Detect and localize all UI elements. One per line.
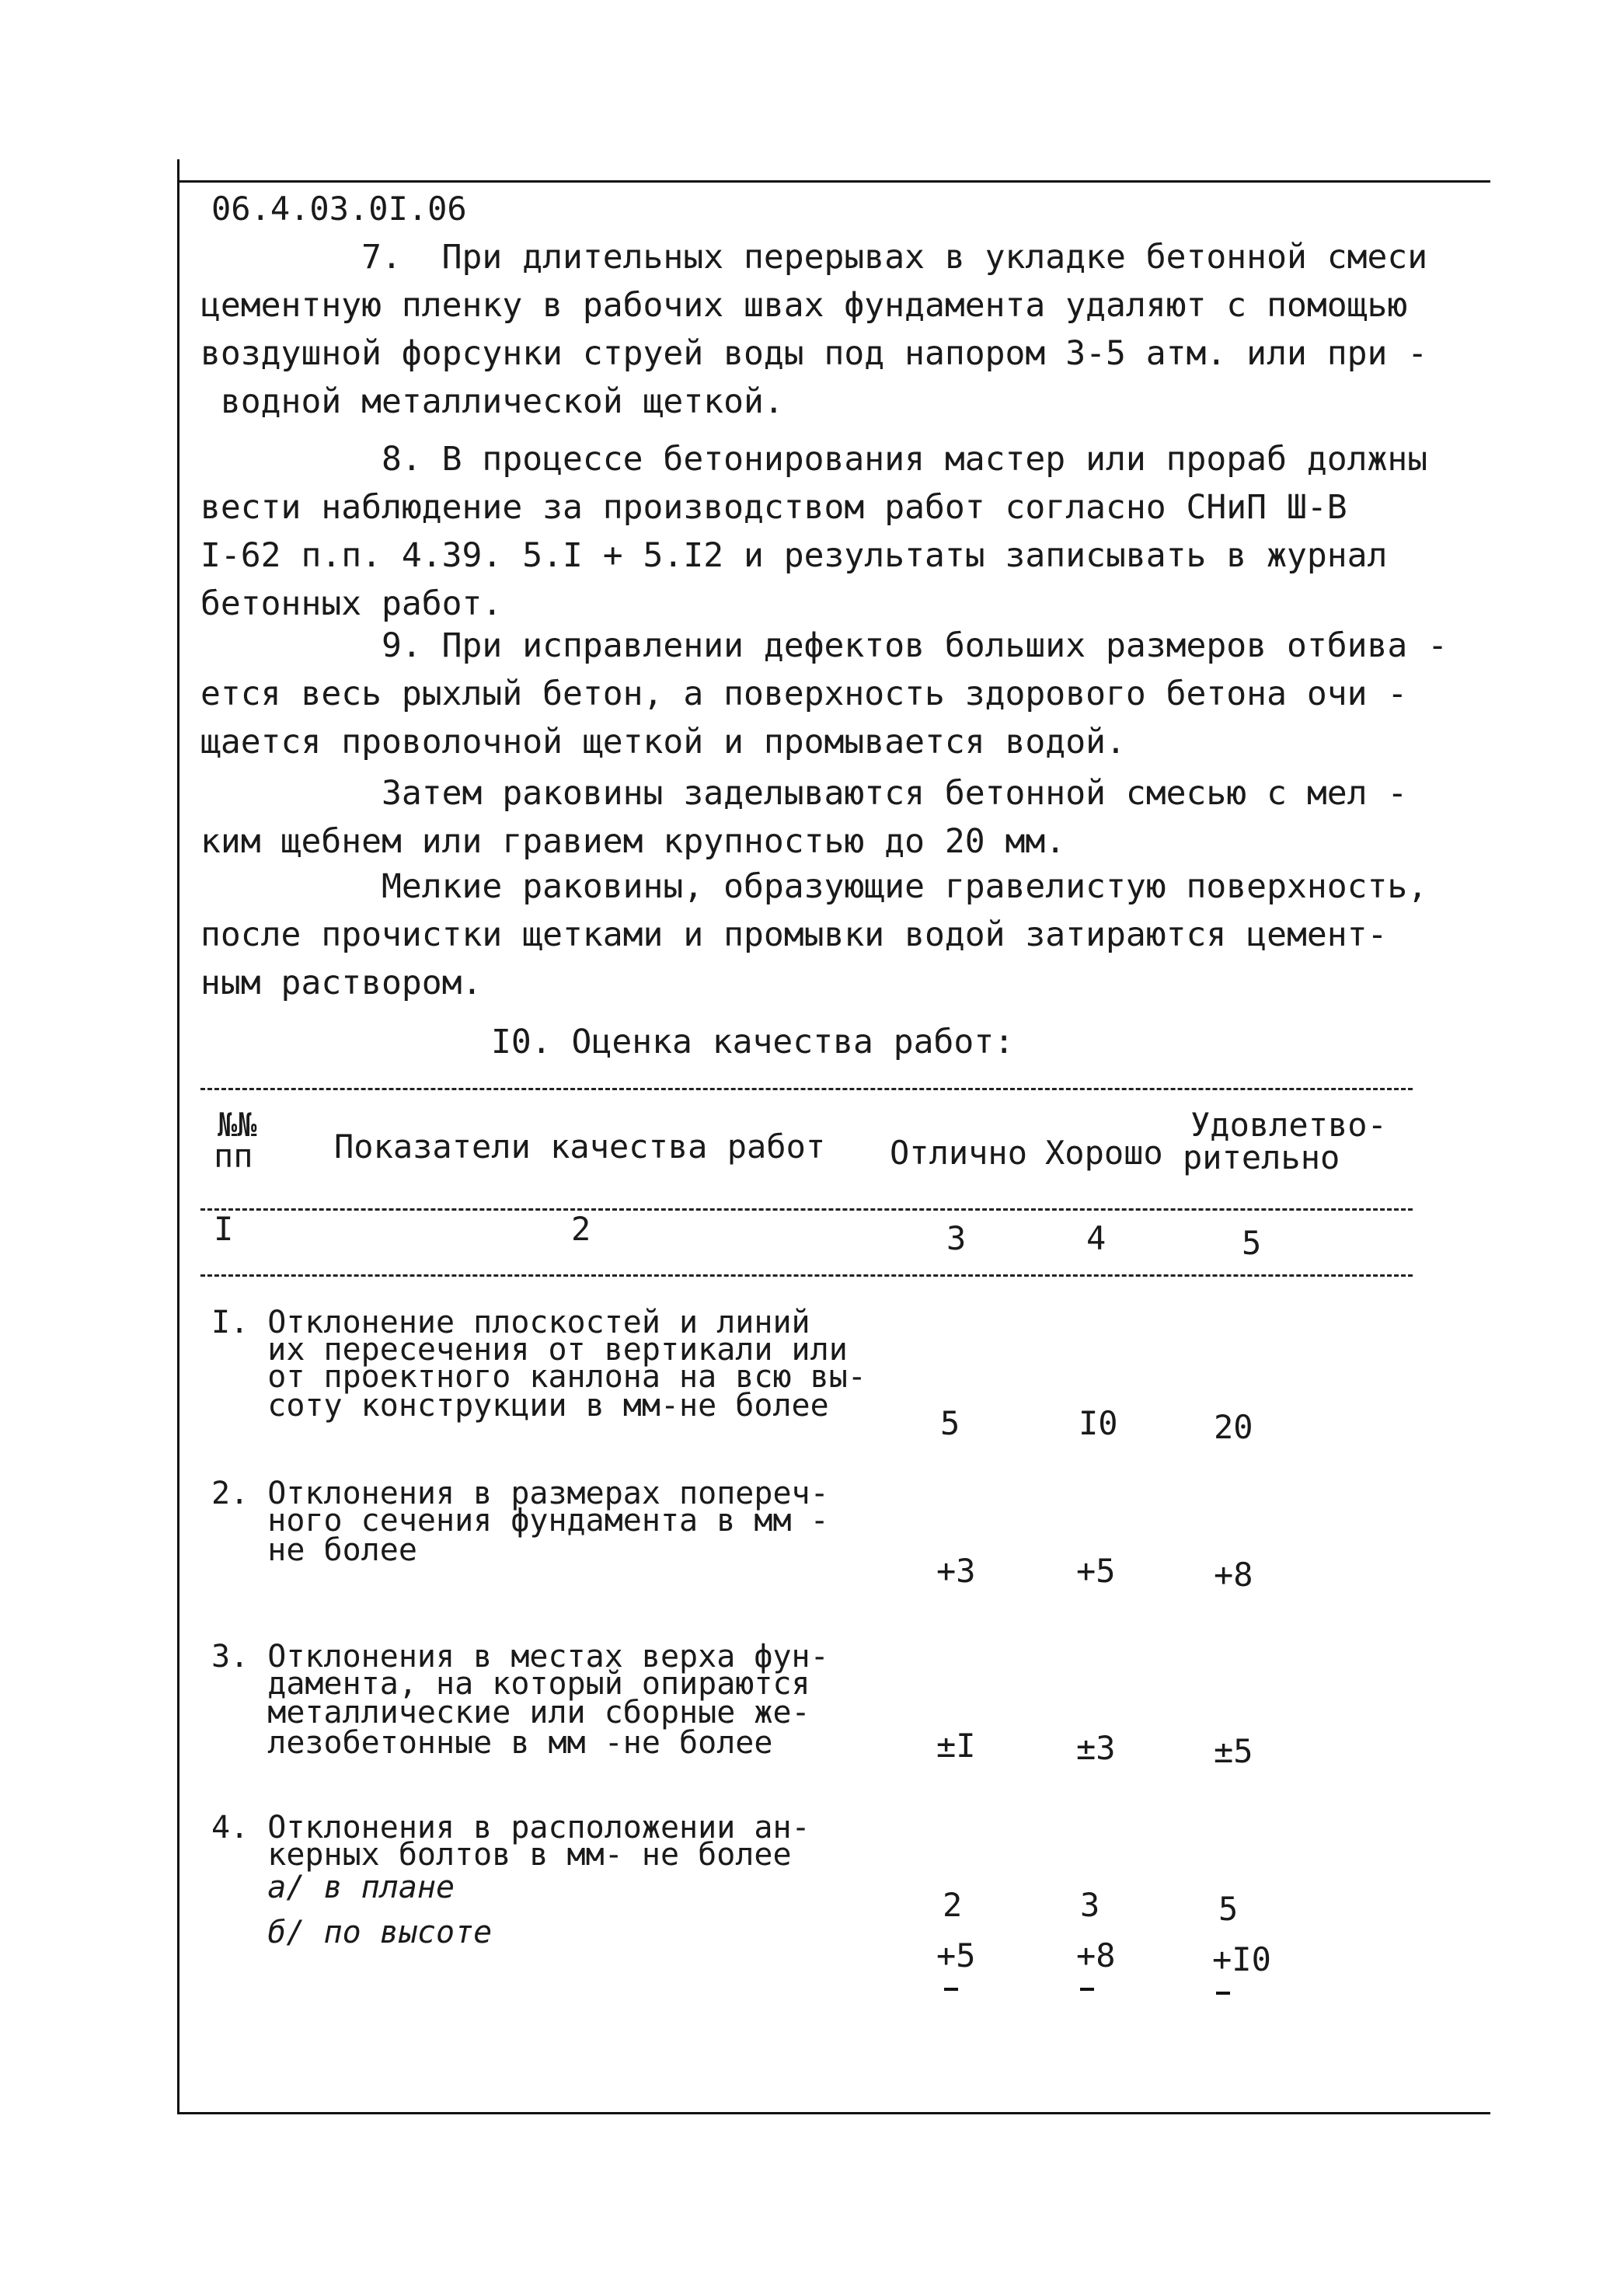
paragraph-7 [200,233,1475,426]
paragraph-line: бетонных работ. [200,584,503,623]
table-row [211,1639,829,1761]
header-satisfactory-line2: рительно [1183,1138,1340,1176]
document-code: 06.4.03.0I.06 [211,190,467,228]
row-text-line: соту конструкции в мм-не более [211,1388,829,1424]
row-text-line: 4. Отклонения в расположении ан- [211,1810,810,1846]
table-title: I0. Оценка качества работ: [491,1023,1015,1061]
minus-sign-mark [1216,1992,1230,1995]
row-text-line: дамента, на который опираются [211,1666,810,1702]
paragraph-line: после прочистки щетками и промывки водой затираются цемент- [200,915,1388,954]
column-number: 3 [946,1219,967,1257]
cell-excellent: 2 [943,1886,963,1924]
row-text-line: от проектного канлона на всю вы- [211,1359,866,1395]
table-row [211,1305,866,1424]
paragraph-line: 9. При исправлении дефектов больших размеров отбива - [200,626,1448,665]
paragraph-line: ким щебнем или гравием крупностью до 20 мм. [200,822,1066,861]
paragraph-repair [200,769,1475,866]
row-text-line: металлические или сборные же- [211,1695,810,1731]
cell-good: I0 [1079,1404,1118,1442]
cell-good: +5 [1076,1552,1116,1590]
cell-excellent: 5 [940,1404,960,1442]
paragraph-9 [200,622,1475,766]
paragraph-small-cavities [200,863,1475,1007]
paragraph-line: щается проволочной щеткой и промывается водой. [200,723,1126,762]
row-text-line: керных болтов в мм- не более [211,1837,792,1873]
row-subitem-b: б/ по высоте [211,1915,493,1950]
paragraph-line: цементную пленку в рабочих швах фундамента удаляют с помощью [200,286,1408,325]
row-text-line: 2. Отклонения в размерах попереч- [211,1476,829,1511]
header-good: Хорошо [1045,1134,1163,1172]
paragraph-8 [200,435,1475,628]
column-number: I [214,1210,234,1248]
row-text-line: лезобетонные в мм -не более [211,1725,773,1761]
cell-good: +8 [1076,1936,1116,1975]
paragraph-line: 7. При длительных перерывах в укладке бетонной смеси [200,238,1428,277]
column-number: 4 [1086,1219,1106,1257]
table-row [211,1811,810,1955]
table-rule-top [200,1088,1413,1090]
paragraph-line: 8. В процессе бетонирования мастер или прораб должны [200,440,1428,479]
table-rule-header [200,1208,1413,1211]
paragraph-line: ется весь рыхлый бетон, а поверхность здорового бетона очи - [200,674,1408,713]
column-number: 2 [571,1210,591,1248]
header-satisfactory-line1: Удовлетво- [1190,1106,1387,1144]
paragraph-line: ным раствором. [200,964,483,1002]
header-num-line2: пп [214,1137,253,1175]
paragraph-line: воздушной форсунки струей воды под напором 3-5 атм. или при - [200,334,1428,373]
cell-excellent: +5 [936,1936,976,1975]
frame-left-border [177,159,179,2114]
row-text-line: ного сечения фундамента в мм - [211,1503,829,1539]
header-num-line1: №№ [218,1106,257,1144]
paragraph-line: вести наблюдение за производством работ согласно СНиП Ш-В [200,488,1347,527]
table-row [211,1476,829,1570]
table-rule-numbers [200,1274,1413,1277]
cell-satisfactory: 20 [1214,1408,1253,1446]
cell-satisfactory: 5 [1218,1890,1239,1928]
paragraph-line: Мелкие раковины, образующие гравелистую поверхность, [200,867,1428,906]
minus-sign-mark [1080,1988,1094,1991]
row-subitem-a: а/ в плане [211,1870,455,1905]
column-number: 5 [1242,1224,1262,1262]
cell-satisfactory: +8 [1214,1556,1253,1594]
row-text-line: I. Отклонение плоскостей и линий [211,1305,810,1340]
frame-bottom-border [177,2112,1490,2114]
cell-excellent: ±I [936,1727,976,1765]
cell-excellent: +3 [936,1552,976,1590]
header-excellent: Отлично [890,1134,1028,1172]
row-text-line: не более [211,1532,417,1568]
cell-good: ±3 [1076,1729,1116,1767]
header-indicator: Показатели качества работ [334,1128,826,1166]
paragraph-line: водной металлической щеткой. [200,382,784,421]
cell-satisfactory: +I0 [1212,1940,1271,1978]
cell-satisfactory: ±5 [1214,1732,1253,1770]
cell-good: 3 [1080,1886,1100,1924]
minus-sign-mark [944,1988,958,1991]
row-text-line: 3. Отклонения в местах верха фун- [211,1639,829,1675]
paragraph-line: I-62 п.п. 4.39. 5.I + 5.I2 и результаты записывать в журнал [200,536,1388,575]
paragraph-line: Затем раковины заделываются бетонной смесью с мел - [200,774,1408,813]
frame-top-border [177,180,1490,183]
row-text-line: их пересечения от вертикали или [211,1332,848,1368]
